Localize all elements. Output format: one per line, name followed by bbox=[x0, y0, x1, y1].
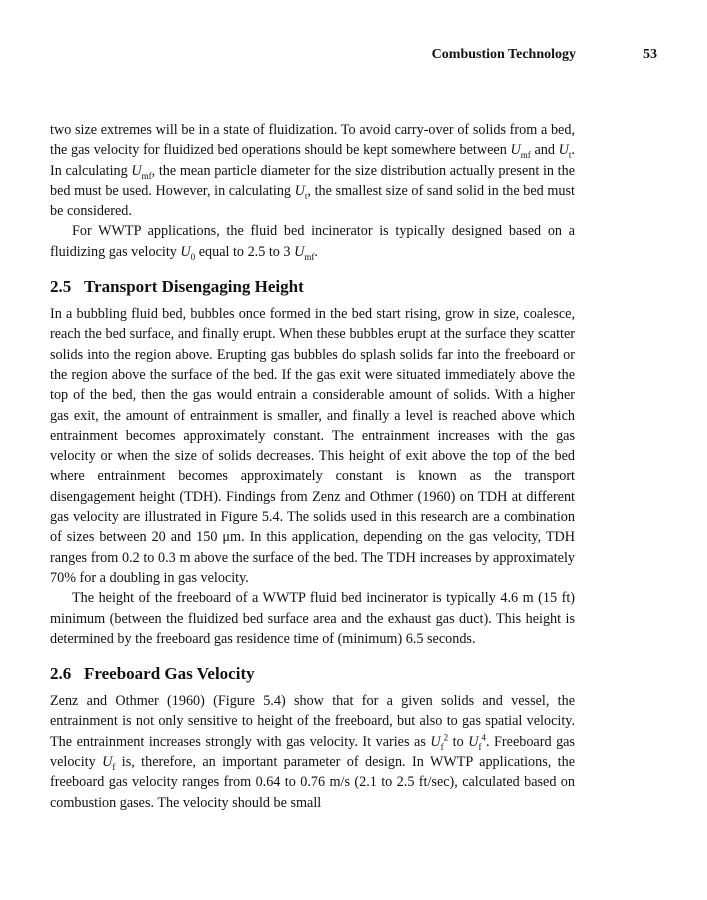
paragraph-freeboard-height: The height of the freeboard of a WWTP fluid bed incinerator is typically 4.6 m (15 ft) minimum (between the fluidized bed surface area and the exhaust gas duct). This height is determined by the freeboard gas residence time of (minimum) 6.5 seconds. bbox=[50, 590, 575, 647]
paragraph-freeboard-velocity: Zenz and Othmer (1960) (Figure 5.4) show that for a given solids and vessel, the entrainment is not only sensitive to height of the freeboard, but also to gas spatial velocity. The entrainment increases strongly with gas velocity. It varies as $U_f^2$ to $U_f^4$. Freeboard gas velocity $U_f$ is, therefore, an important parameter of design. In WWTP applications, the freeboard gas velocity ranges from 0.64 to 0.76 m/s (2.1 to 2.5 ft/sec), calculated based on combustion gases. The velocity should be small bbox=[50, 693, 575, 811]
paragraph-wwtp-velocity: For WWTP applications, the fluid bed incinerator is typically designed based on a fluidizing gas velocity $U_0$ equal to 2.5 to 3 $U_{mf}$. bbox=[50, 223, 575, 262]
running-title: Combustion Technology bbox=[431, 47, 576, 62]
paragraph-fluidization: two size extremes will be in a state of fluidization. To avoid carry-over of solids from a bed, the gas velocity for fluidized bed operations should be kept somewhere between $U_{mf}$ and $U_t$. In calculating $U_{mf}$, the mean particle diameter for the size distribution actually present in the bed must be used. However, in calculating $U_t$, the smallest size of sand solid in the bed must be considered. bbox=[50, 122, 575, 220]
page-body bbox=[50, 120, 575, 813]
section-heading-2-6: 2.6 Freeboard Gas Velocity bbox=[50, 664, 255, 684]
page-header bbox=[0, 47, 707, 69]
page-number: 53 bbox=[643, 47, 657, 62]
paragraph-tdh: In a bubbling fluid bed, bubbles once formed in the bed start rising, grow in size, coalesce, reach the bed surface, and finally erupt. When these bubbles erupt at the surface they scatter solids into the region above. Erupting gas bubbles do splash solids far into the freeboard or the region above the surface of the bed. If the gas exit were situated immediately above the top of the bed, then the gas would entrain a considerable amount of solids. With a higher gas exit, the amount of entrainment is smaller, and finally a level is reached above which entrainment becomes approximately constant. The entrainment increases with the gas velocity or when the size of solids decreases. This height of exit above the top of the bed where entrainment becomes approximately constant is known as the transport disengagement height (TDH). Findings from Zenz and Othmer (1960) on TDH at different gas velocity are illustrated in Figure 5.4. The solids used in this research are a combination of sizes between 20 and 150 μm. In this application, depending on the gas velocity, TDH ranges from 0.2 to 0.3 m above the surface of the bed. The TDH increases by approximately 70% for a doubling in gas velocity. bbox=[50, 306, 575, 586]
section-heading-2-5: 2.5 Transport Disengaging Height bbox=[50, 277, 304, 297]
